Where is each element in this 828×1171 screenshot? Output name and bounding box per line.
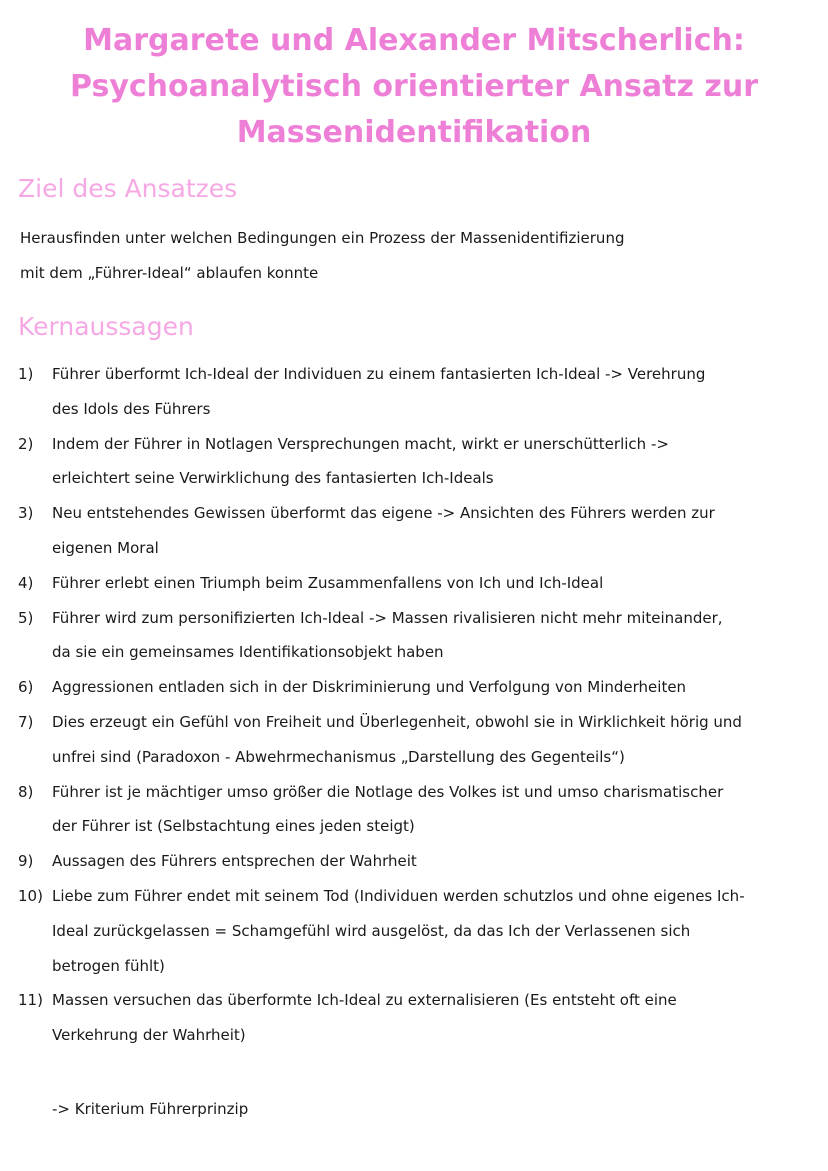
- item-line: eigenen Moral: [52, 538, 159, 557]
- item-number: 3): [18, 504, 34, 523]
- list-item: [0, 670, 828, 705]
- core-heading: Kernaussagen: [18, 312, 194, 341]
- item-line: unfrei sind (Paradoxon - Abwehrmechanismus „Darstellung des Gegenteils“): [52, 747, 625, 766]
- list-item: [0, 879, 828, 983]
- item-number: 10): [18, 886, 43, 905]
- list-item: [0, 775, 828, 845]
- item-number: 2): [18, 434, 34, 453]
- page-title: [0, 18, 828, 156]
- item-line: Indem der Führer in Notlagen Versprechungen macht, wirkt er unerschütterlich ->: [52, 434, 669, 453]
- goal-paragraph: [20, 221, 810, 290]
- list-item: [0, 601, 828, 671]
- goal-line: mit dem „Führer-Ideal“ ablaufen konnte: [20, 263, 319, 282]
- item-line: Liebe zum Führer endet mit seinem Tod (Individuen werden schutzlos und ohne eigenes Ich-: [52, 886, 745, 905]
- item-line: Führer ist je mächtiger umso größer die Notlage des Volkes ist und umso charismatischer: [52, 782, 724, 801]
- item-number: 7): [18, 712, 34, 731]
- item-line: der Führer ist (Selbstachtung eines jeden steigt): [52, 817, 415, 836]
- item-number: 6): [18, 678, 34, 697]
- item-line: erleichtert seine Verwirklichung des fantasierten Ich-Ideals: [52, 469, 494, 488]
- item-line: Dies erzeugt ein Gefühl von Freiheit und Überlegenheit, obwohl sie in Wirklichkeit hörig und: [52, 712, 742, 731]
- item-number: 8): [18, 782, 34, 801]
- title-line: Psychoanalytisch orientierter Ansatz zur: [70, 69, 758, 104]
- item-line: Führer erlebt einen Triumph beim Zusammenfallens von Ich und Ich-Ideal: [52, 573, 604, 592]
- goal-heading: Ziel des Ansatzes: [18, 174, 238, 203]
- list-item: [0, 983, 828, 1053]
- list-item: [0, 566, 828, 601]
- item-line: Neu entstehendes Gewissen überformt das eigene -> Ansichten des Führers werden zur: [52, 504, 715, 523]
- item-number: 5): [18, 608, 34, 627]
- item-number: 1): [18, 365, 34, 383]
- item-line: betrogen fühlt): [52, 956, 165, 975]
- item-line: Verkehrung der Wahrheit): [52, 1026, 246, 1045]
- core-statements-list: [0, 357, 828, 1053]
- list-item: [0, 427, 828, 497]
- item-number: 4): [18, 573, 34, 592]
- item-number: 11): [18, 991, 43, 1010]
- title-line: Margarete und Alexander Mitscherlich:: [83, 23, 745, 58]
- item-line: Führer wird zum personifizierten Ich-Ideal -> Massen rivalisieren nicht mehr miteinander,: [52, 608, 723, 627]
- item-line: Aussagen des Führers entsprechen der Wahrheit: [52, 852, 417, 871]
- list-item: [0, 357, 828, 427]
- list-item: [0, 844, 828, 879]
- list-item: [0, 496, 828, 566]
- conclusion-text: -> Kriterium Führerprinzip: [52, 1100, 249, 1118]
- list-item: [0, 705, 828, 775]
- item-line: Massen versuchen das überformte Ich-Ideal zu externalisieren (Es entsteht oft eine: [52, 991, 677, 1010]
- item-line: des Idols des Führers: [52, 399, 211, 418]
- item-line: da sie ein gemeinsames Identifikationsobjekt haben: [52, 643, 444, 662]
- goal-line: Herausfinden unter welchen Bedingungen ein Prozess der Massenidentifizierung: [20, 229, 625, 247]
- item-line: Führer überformt Ich-Ideal der Individuen zu einem fantasierten Ich-Ideal -> Verehrung: [52, 365, 706, 383]
- item-line: Ideal zurückgelassen = Schamgefühl wird ausgelöst, da das Ich der Verlassenen sich: [52, 921, 691, 940]
- item-number: 9): [18, 852, 34, 871]
- title-line: Massenidentifikation: [236, 115, 592, 150]
- item-line: Aggressionen entladen sich in der Diskriminierung und Verfolgung von Minderheiten: [52, 678, 687, 697]
